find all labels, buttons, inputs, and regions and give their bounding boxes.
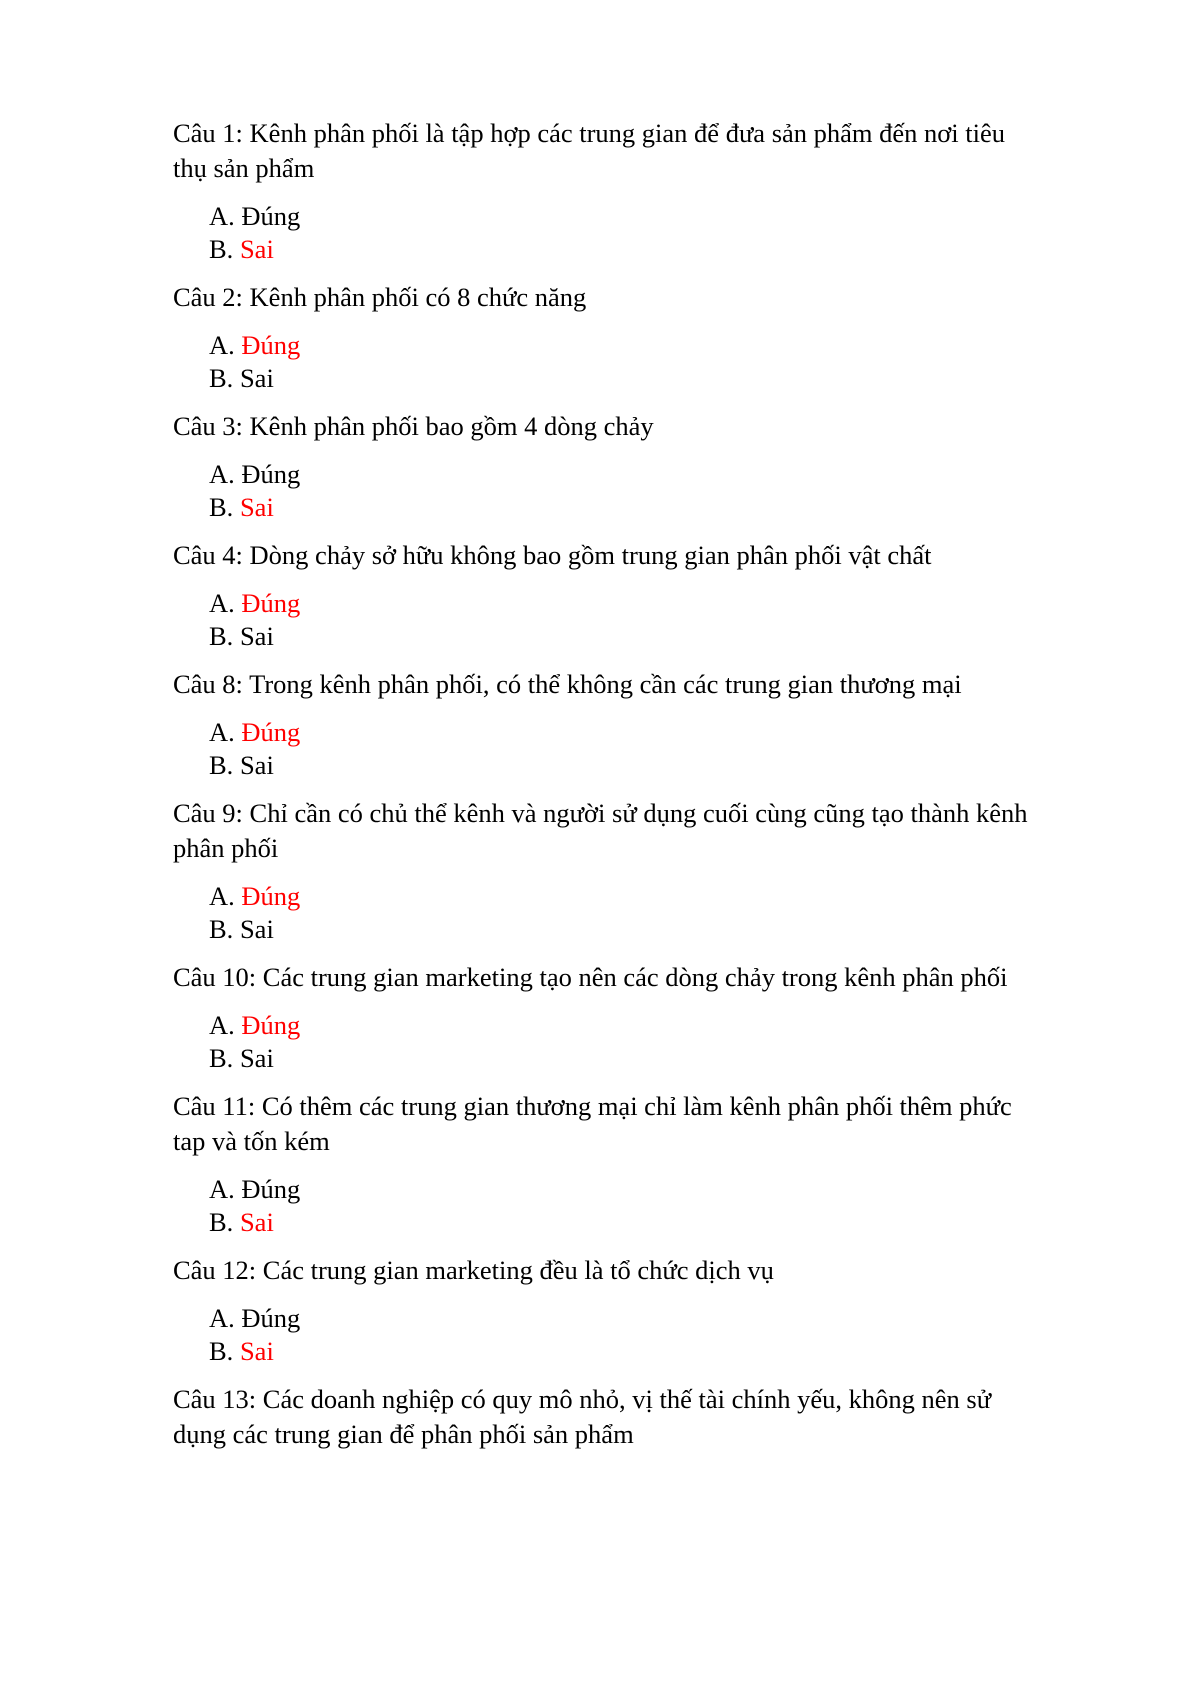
option-a xyxy=(209,200,1033,233)
question-text: Câu 9: Chỉ cần có chủ thể kênh và người sử dụng cuối cùng cũng tạo thành kênh phân phối xyxy=(173,798,1028,863)
option-label: Đúng xyxy=(241,1303,301,1333)
correct-answer-label: Sai xyxy=(239,234,274,264)
question-block xyxy=(173,960,1033,1075)
question-block xyxy=(173,1253,1033,1368)
option-label: Sai xyxy=(239,621,274,651)
question-block xyxy=(173,796,1033,946)
option-a xyxy=(209,458,1033,491)
question-text: Câu 2: Kênh phân phối có 8 chức năng xyxy=(173,282,587,312)
option-prefix: A. xyxy=(209,459,242,489)
option-a xyxy=(209,587,1033,620)
option-prefix: A. xyxy=(209,1174,242,1204)
option-a xyxy=(209,1009,1033,1042)
correct-answer-label: Sai xyxy=(239,492,274,522)
option-prefix: B. xyxy=(209,234,240,264)
option-label: Đúng xyxy=(241,201,301,231)
option-b xyxy=(209,620,1033,653)
option-b xyxy=(209,749,1033,782)
option-prefix: A. xyxy=(209,330,242,360)
answer-options xyxy=(209,1009,1033,1075)
option-prefix: B. xyxy=(209,1207,240,1237)
question-text: Câu 8: Trong kênh phân phối, có thể không cần các trung gian thương mại xyxy=(173,669,962,699)
option-prefix: B. xyxy=(209,1043,240,1073)
question-block xyxy=(173,116,1033,266)
answer-options xyxy=(209,200,1033,266)
question-text: Câu 4: Dòng chảy sở hữu không bao gồm trung gian phân phối vật chất xyxy=(173,540,932,570)
answer-options xyxy=(209,329,1033,395)
answer-options xyxy=(209,458,1033,524)
option-prefix: B. xyxy=(209,1336,240,1366)
option-label: Đúng xyxy=(241,1174,301,1204)
question-text: Câu 13: Các doanh nghiệp có quy mô nhỏ, vị thế tài chính yếu, không nên sử dụng các trung gian để phân phối sản phẩm xyxy=(173,1384,992,1449)
question-block xyxy=(173,667,1033,782)
question-block xyxy=(173,1089,1033,1239)
correct-answer-label: Đúng xyxy=(241,717,301,747)
option-b xyxy=(209,913,1033,946)
option-prefix: B. xyxy=(209,914,240,944)
option-prefix: A. xyxy=(209,881,242,911)
question-block xyxy=(173,280,1033,395)
option-a xyxy=(209,1302,1033,1335)
option-a xyxy=(209,880,1033,913)
document-page xyxy=(173,116,1033,1452)
answer-options xyxy=(209,880,1033,946)
option-prefix: B. xyxy=(209,492,240,522)
option-b xyxy=(209,362,1033,395)
question-block xyxy=(173,1382,1033,1452)
question-text: Câu 3: Kênh phân phối bao gồm 4 dòng chảy xyxy=(173,411,654,441)
question-block xyxy=(173,538,1033,653)
option-a xyxy=(209,1173,1033,1206)
question-text: Câu 12: Các trung gian marketing đều là tổ chức dịch vụ xyxy=(173,1255,774,1285)
option-b xyxy=(209,1335,1033,1368)
option-label: Đúng xyxy=(241,459,301,489)
question-text: Câu 11: Có thêm các trung gian thương mại chỉ làm kênh phân phối thêm phức tap và tốn kém xyxy=(173,1091,1012,1156)
correct-answer-label: Đúng xyxy=(241,1010,301,1040)
option-prefix: B. xyxy=(209,363,240,393)
correct-answer-label: Đúng xyxy=(241,588,301,618)
question-text: Câu 1: Kênh phân phối là tập hợp các trung gian để đưa sản phẩm đến nơi tiêu thụ sản phẩm xyxy=(173,118,1006,183)
answer-options xyxy=(209,1302,1033,1368)
correct-answer-label: Đúng xyxy=(241,881,301,911)
option-label: Sai xyxy=(239,1043,274,1073)
option-prefix: B. xyxy=(209,621,240,651)
option-b xyxy=(209,1042,1033,1075)
option-label: Sai xyxy=(239,914,274,944)
option-b xyxy=(209,491,1033,524)
answer-options xyxy=(209,587,1033,653)
option-prefix: A. xyxy=(209,717,242,747)
answer-options xyxy=(209,716,1033,782)
option-a xyxy=(209,329,1033,362)
question-text: Câu 10: Các trung gian marketing tạo nên các dòng chảy trong kênh phân phối xyxy=(173,962,1008,992)
option-prefix: A. xyxy=(209,588,242,618)
option-prefix: A. xyxy=(209,201,242,231)
option-a xyxy=(209,716,1033,749)
answer-options xyxy=(209,1173,1033,1239)
option-label: Sai xyxy=(239,750,274,780)
correct-answer-label: Sai xyxy=(239,1336,274,1366)
correct-answer-label: Sai xyxy=(239,1207,274,1237)
option-b xyxy=(209,233,1033,266)
correct-answer-label: Đúng xyxy=(241,330,301,360)
option-prefix: A. xyxy=(209,1303,242,1333)
question-block xyxy=(173,409,1033,524)
option-prefix: A. xyxy=(209,1010,242,1040)
option-label: Sai xyxy=(239,363,274,393)
option-prefix: B. xyxy=(209,750,240,780)
option-b xyxy=(209,1206,1033,1239)
